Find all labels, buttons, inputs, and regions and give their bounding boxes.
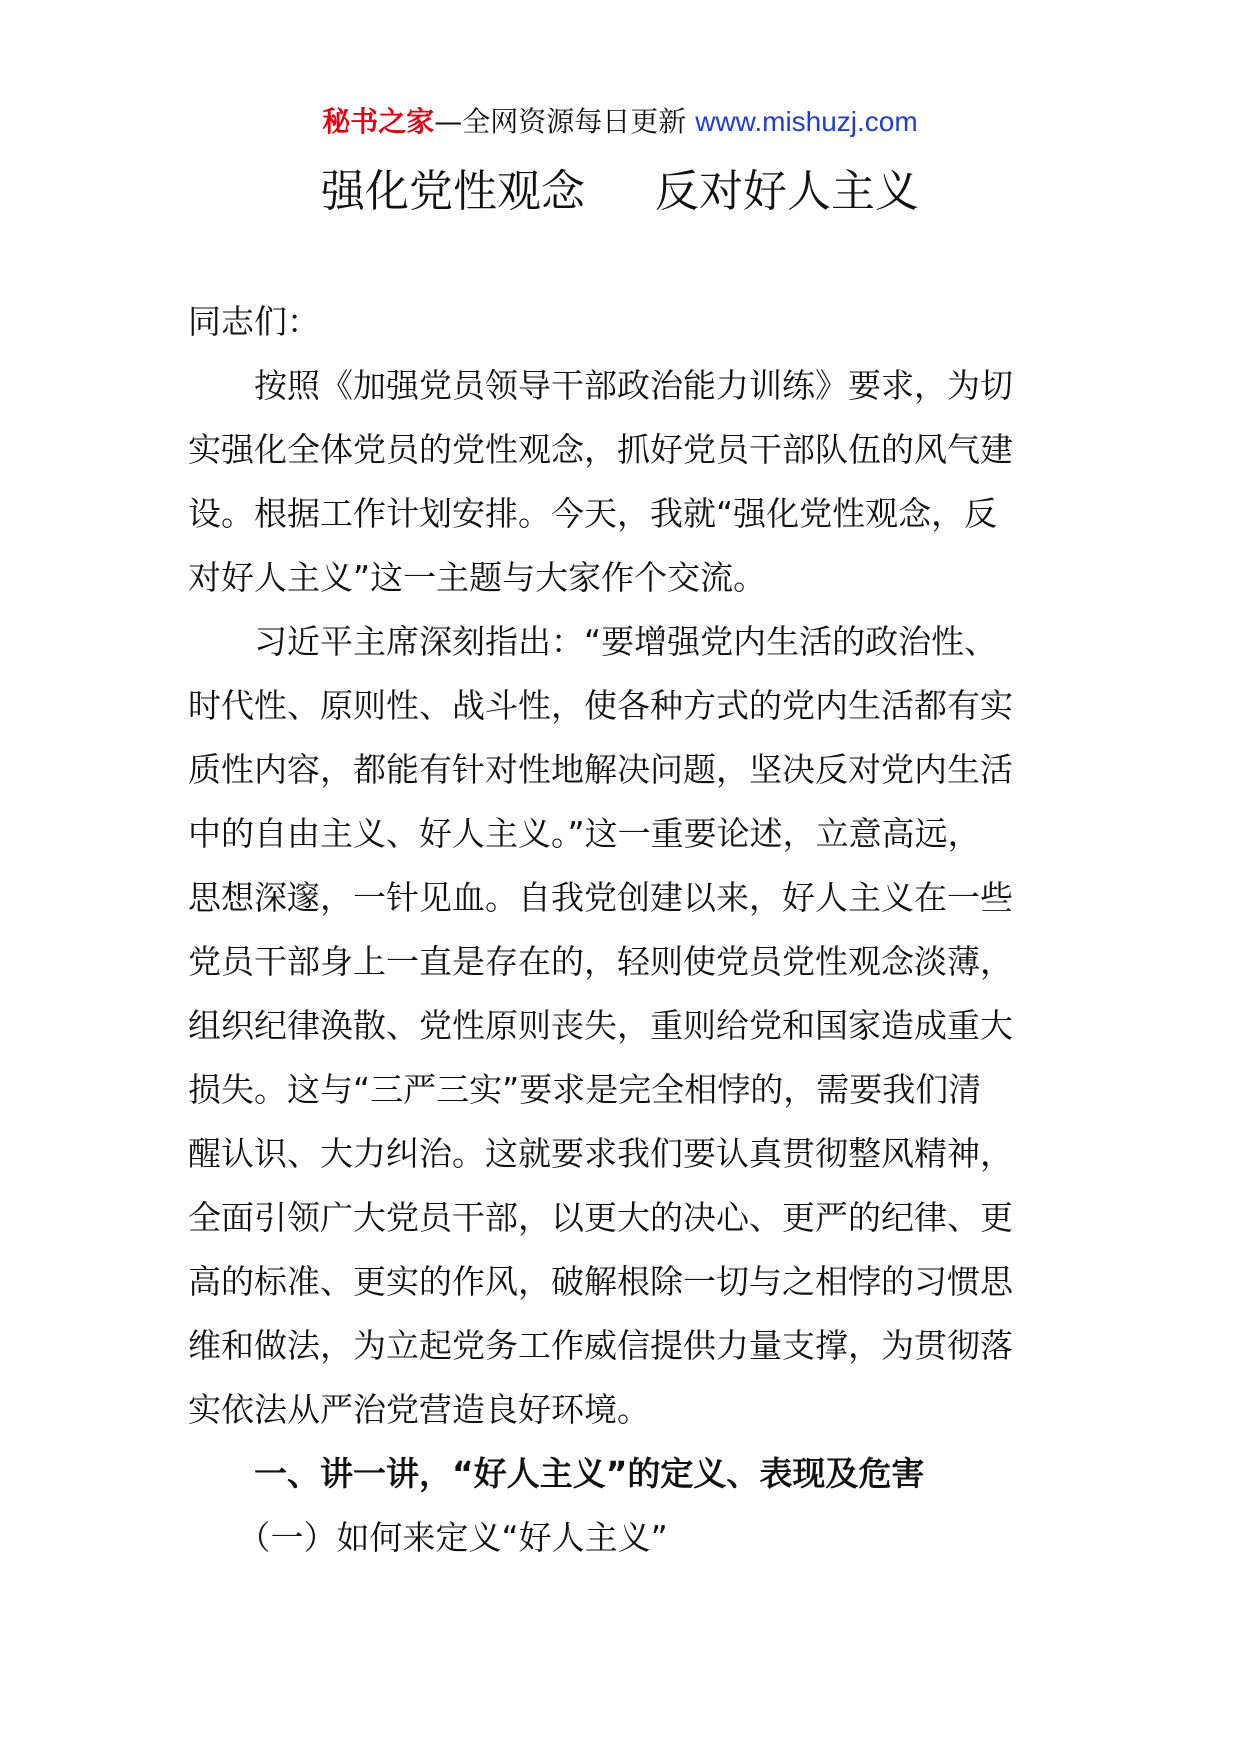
subsection-heading: （一）如何来定义“好人主义” [188, 1518, 668, 1557]
body-line: 中的自由主义、好人主义。”这一重要论述，立意高远， [188, 814, 981, 853]
body-line: 维和做法，为立起党务工作威信提供力量支撑，为贯彻落 [188, 1326, 1013, 1365]
body-line: 醒认识、大力纠治。这就要求我们要认真贯彻整风精神， [188, 1134, 1013, 1173]
site-url-link[interactable]: www.mishuzj.com [695, 106, 918, 137]
body-line: 高的标准、更实的作风，破解根除一切与之相悖的习惯思 [188, 1262, 1013, 1301]
body-line: 全面引领广大党员干部，以更大的决心、更严的纪律、更 [188, 1198, 1013, 1237]
body-line: 对好人主义”这一主题与大家作个交流。 [188, 558, 767, 597]
body-line: 实强化全体党员的党性观念，抓好党员干部队伍的风气建 [188, 430, 1013, 469]
body-line: 习近平主席深刻指出：“要增强党内生活的政治性、 [188, 622, 998, 661]
body-line: 损失。这与“三严三实”要求是完全相悖的，需要我们清 [188, 1070, 982, 1109]
body-line: 时代性、原则性、战斗性，使各种方式的党内生活都有实 [188, 686, 1013, 725]
body-line: 党员干部身上一直是存在的，轻则使党员党性观念淡薄， [188, 942, 1013, 981]
document-body [188, 290, 1056, 1570]
header-tagline: —全网资源每日更新 [434, 105, 687, 138]
body-line: 同志们： [188, 302, 320, 341]
body-line: 组织纪律涣散、党性原则丧失，重则给党和国家造成重大 [188, 1006, 1013, 1045]
site-header [0, 102, 1240, 142]
document-title [0, 160, 1240, 224]
body-line: 设。根据工作计划安排。今天，我就“强化党性观念，反 [188, 494, 998, 533]
body-line: 实依法从严治党营造良好环境。 [188, 1390, 650, 1429]
brand-name: 秘书之家 [322, 105, 435, 138]
title-part-1: 强化党性观念 [321, 166, 585, 217]
body-line: 思想深邃，一针见血。自我党创建以来，好人主义在一些 [188, 878, 1013, 917]
section-heading: 一、讲一讲，“好人主义”的定义、表现及危害 [188, 1454, 925, 1493]
body-line: 按照《加强党员领导干部政治能力训练》要求，为切 [188, 366, 1013, 405]
title-part-2: 反对好人主义 [655, 166, 919, 217]
body-line: 质性内容，都能有针对性地解决问题，坚决反对党内生活 [188, 750, 1013, 789]
